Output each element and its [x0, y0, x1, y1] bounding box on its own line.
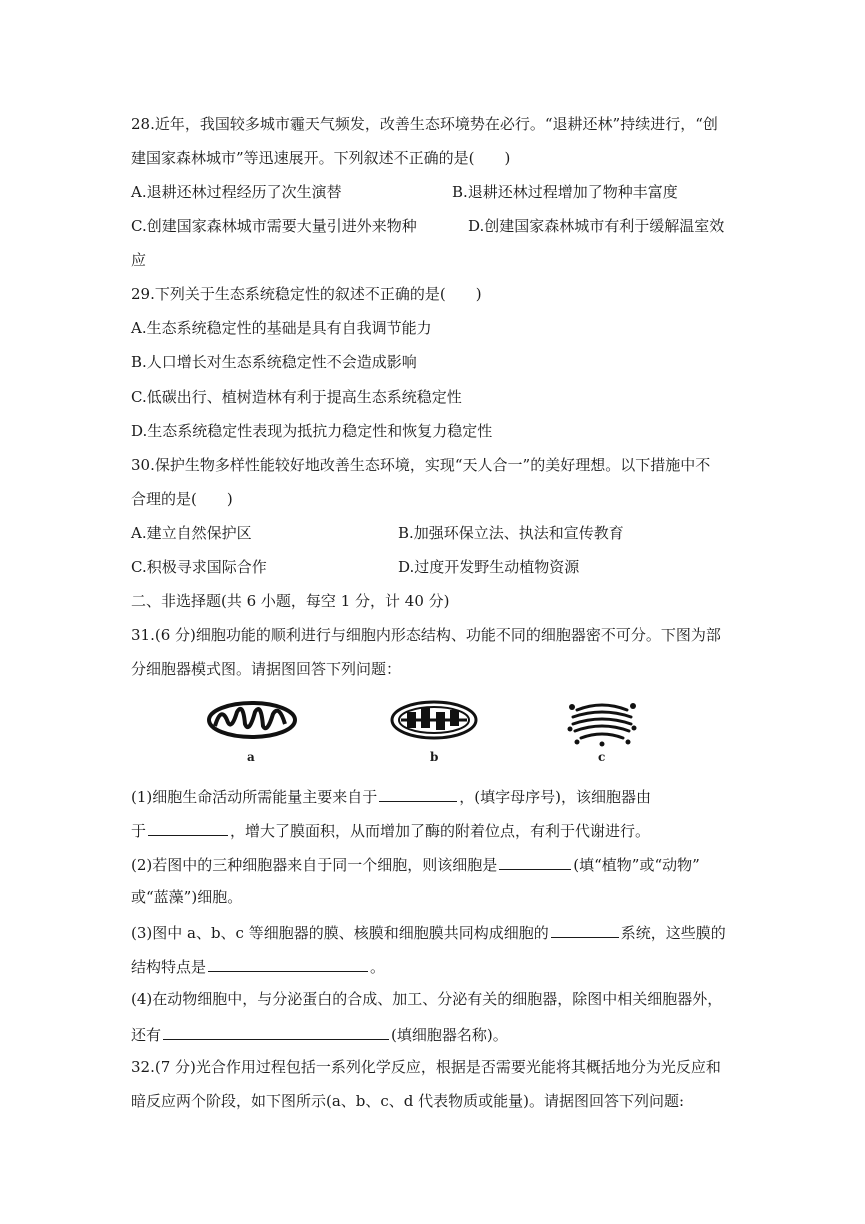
figure-label-a: a [247, 750, 255, 764]
golgi-apparatus-diagram [567, 698, 637, 748]
q31-sub3-line1 [131, 921, 726, 943]
q29-option-d: D.生态系统稳定性表现为抵抗力稳定性和恢复力稳定性 [131, 422, 493, 440]
q28-option-d-continued: 应 [131, 251, 147, 269]
q31-sub4-line2 [131, 1023, 508, 1045]
q31-sub3-text-d: 。 [370, 958, 386, 976]
q31-sub1-line1 [131, 785, 651, 807]
q28-option-b: B.退耕还林过程增加了物种丰富度 [452, 183, 678, 201]
q31-sub1-text-a: (1)细胞生命活动所需能量主要来自于 [131, 788, 378, 806]
answer-blank[interactable] [208, 955, 368, 972]
q31-sub1-text-c: 于 [131, 822, 147, 840]
q30-stem-line2: 合理的是( ) [131, 490, 233, 508]
q31-sub1-text-d: ，增大了膜面积，从而增加了酶的附着位点，有利于代谢进行。 [230, 822, 651, 840]
q31-sub3-text-b: 系统，这些膜的 [620, 924, 726, 942]
q30-stem-line1: 30.保护生物多样性能较好地改善生态环境，实现“天人合一”的美好理想。以下措施中不 [131, 456, 711, 474]
q31-sub2-text-b: (填“植物”或“动物” [573, 856, 700, 874]
q31-stem-line2: 分细胞器模式图。请据图回答下列问题： [131, 660, 402, 678]
q31-sub1-line2 [131, 819, 650, 841]
q28-stem-line1: 28.近年，我国较多城市霾天气频发，改善生态环境势在必行。“退耕还林”持续进行，“创 [131, 115, 718, 133]
q31-sub4-text-b: 还有 [131, 1026, 162, 1044]
q31-sub4-line1: (4)在动物细胞中，与分泌蛋白的合成、加工、分泌有关的细胞器，除图中相关细胞器外， [131, 990, 723, 1008]
q31-sub2-text-a: (2)若图中的三种细胞器来自于同一个细胞，则该细胞是 [131, 856, 498, 874]
mitochondrion-diagram [205, 698, 300, 746]
q31-sub1-text-b: ，(填字母序号)，该细胞器由 [459, 788, 651, 806]
answer-blank[interactable] [379, 785, 457, 802]
q31-sub4-text-c: (填细胞器名称)。 [391, 1026, 508, 1044]
answer-blank[interactable] [148, 819, 228, 836]
q30-option-b: B.加强环保立法、执法和宣传教育 [398, 524, 624, 542]
q31-stem-line1: 31.(6 分)细胞功能的顺利进行与细胞内形态结构、功能不同的细胞器密不可分。下图为部 [131, 626, 721, 644]
q29-option-a: A.生态系统稳定性的基础是具有自我调节能力 [131, 319, 432, 337]
q31-sub2-line1 [131, 853, 700, 875]
q28-option-d: D.创建国家森林城市有利于缓解温室效 [468, 217, 725, 235]
answer-blank[interactable] [163, 1023, 389, 1040]
q29-option-b: B.人口增长对生态系统稳定性不会造成影响 [131, 353, 417, 371]
figure-label-b: b [430, 750, 439, 764]
answer-blank[interactable] [499, 853, 571, 870]
q31-sub3-line2 [131, 955, 385, 977]
q31-sub3-text-a: (3)图中 a、b、c 等细胞器的膜、核膜和细胞膜共同构成细胞的 [131, 924, 549, 942]
q31-sub3-text-c: 结构特点是 [131, 958, 207, 976]
q29-stem: 29.下列关于生态系统稳定性的叙述不正确的是( ) [131, 285, 482, 303]
q31-sub2-line2: 或“蓝藻”)细胞。 [131, 888, 243, 906]
q30-option-c: C.积极寻求国际合作 [131, 558, 267, 576]
figure-label-c: c [598, 750, 606, 764]
q29-option-c: C.低碳出行、植树造林有利于提高生态系统稳定性 [131, 388, 462, 406]
organelle-figure [205, 698, 635, 768]
q28-option-a: A.退耕还林过程经历了次生演替 [131, 183, 342, 201]
q30-option-d: D.过度开发野生动植物资源 [398, 558, 580, 576]
q28-option-c: C.创建国家森林城市需要大量引进外来物种 [131, 217, 417, 235]
q30-option-a: A.建立自然保护区 [131, 524, 252, 542]
section-heading-non-choice: 二、非选择题(共 6 小题，每空 1 分，计 40 分) [131, 592, 450, 610]
q32-stem-line2: 暗反应两个阶段，如下图所示(a、b、c、d 代表物质或能量)。请据图回答下列问题: [131, 1092, 685, 1110]
chloroplast-diagram [388, 698, 480, 746]
q32-stem-line1: 32.(7 分)光合作用过程包括一系列化学反应，根据是否需要光能将其概括地分为光反应和 [131, 1058, 721, 1076]
q28-stem-line2: 建国家森林城市”等迅速展开。下列叙述不正确的是( ) [131, 149, 511, 167]
answer-blank[interactable] [551, 921, 619, 938]
